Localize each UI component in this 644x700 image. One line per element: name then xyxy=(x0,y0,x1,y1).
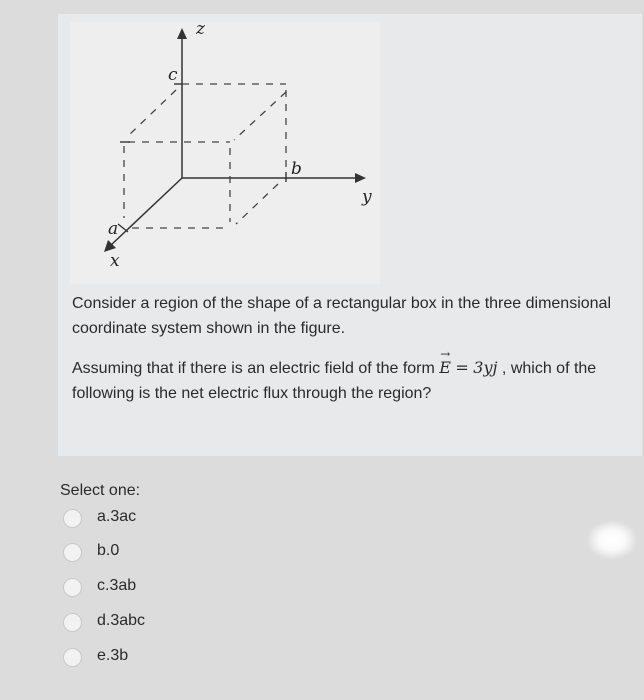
option-label: b.0 xyxy=(97,542,120,559)
field-symbol: → E xyxy=(439,355,451,380)
radio-button[interactable] xyxy=(63,578,82,597)
b-label: b xyxy=(291,159,302,179)
box-dashed-edges xyxy=(124,84,286,228)
y-arrowhead xyxy=(355,173,366,183)
radio-button[interactable] xyxy=(63,543,82,562)
radio-button[interactable] xyxy=(63,509,82,528)
option-label: d.3abc xyxy=(97,612,146,629)
z-axis-label: z xyxy=(196,22,205,39)
question-suffix: , which of the following is the net electric flux through the region? xyxy=(72,360,597,402)
equals-sign: = xyxy=(455,358,469,377)
radio-button[interactable] xyxy=(63,648,82,667)
option-c[interactable] xyxy=(63,575,263,601)
c-label: c xyxy=(168,65,178,85)
question-text-line1: Consider a region of the shape of a rectangular box in the three dimensional coordinate system shown in the figure. xyxy=(72,295,612,337)
field-expression: 3yj xyxy=(473,358,498,377)
box-figure xyxy=(70,22,380,284)
option-b[interactable] xyxy=(63,540,263,566)
option-a[interactable] xyxy=(63,506,263,532)
select-one-prompt: Select one: xyxy=(60,482,141,499)
y-axis-label: y xyxy=(362,187,372,207)
option-label: e.3b xyxy=(97,647,129,664)
option-d[interactable] xyxy=(63,610,263,636)
x-axis xyxy=(110,178,182,246)
axes-diagram xyxy=(70,22,380,284)
radio-button[interactable] xyxy=(63,613,82,632)
question-prefix: Assuming that if there is an electric field of the form xyxy=(72,360,435,377)
a-label: a xyxy=(108,219,119,239)
z-arrowhead xyxy=(177,28,187,39)
axis-ticks xyxy=(118,84,286,232)
option-label: c.3ab xyxy=(97,577,137,594)
option-label: a.3ac xyxy=(97,508,137,525)
question-text-line2 xyxy=(72,355,632,406)
x-axis-label: x xyxy=(110,251,120,271)
option-e[interactable] xyxy=(63,645,263,671)
screen-glare xyxy=(586,520,638,560)
